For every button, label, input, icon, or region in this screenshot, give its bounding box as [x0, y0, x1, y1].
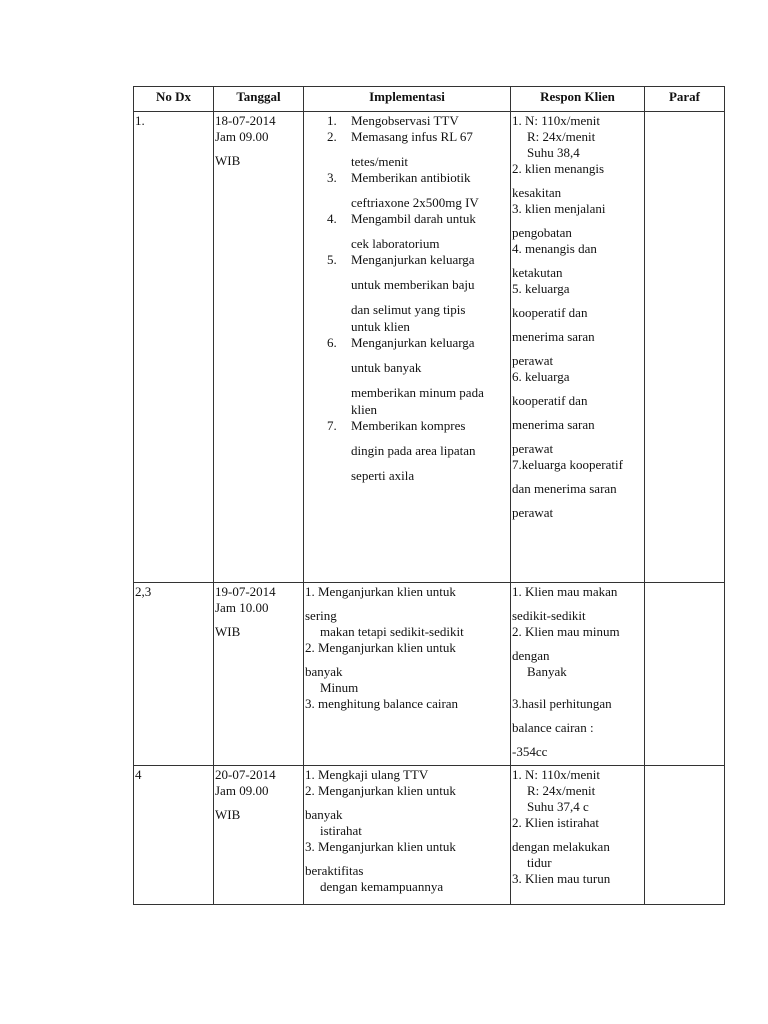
list-text: memberikan minum pada: [351, 385, 484, 400]
cell-respon-klien: [511, 112, 645, 583]
implementation-text: banyak: [305, 807, 343, 822]
implementation-text: 2. Menganjurkan klien untuk: [305, 640, 456, 655]
table-row: [134, 112, 725, 583]
cell-tanggal: [214, 583, 304, 766]
timezone-value: WIB: [215, 624, 241, 639]
response-text: 2. Klien istirahat: [512, 815, 600, 830]
implementation-text: 3. menghitung balance cairan: [305, 696, 459, 711]
cell-paraf: [645, 766, 725, 905]
response-text: balance cairan :: [512, 720, 594, 735]
response-text: 4. menangis dan: [512, 241, 597, 256]
response-text: perawat: [512, 505, 554, 520]
list-text: tetes/menit: [351, 154, 409, 169]
date-value: 18-07-2014: [215, 113, 276, 128]
response-text: 1. N: 110x/menit: [512, 767, 600, 782]
timezone-value: WIB: [215, 807, 241, 822]
cell-respon-klien: [511, 766, 645, 905]
response-text: menerima saran: [512, 417, 595, 432]
no-dx-value: 4: [135, 767, 142, 782]
list-text: klien: [351, 402, 377, 417]
response-text: 3. Klien mau turun: [512, 871, 611, 886]
response-text: R: 24x/menit: [527, 783, 596, 798]
implementation-text: sering: [305, 608, 337, 623]
list-number: 5.: [327, 252, 337, 267]
timezone-value: WIB: [215, 153, 241, 168]
response-text: -354cc: [512, 744, 548, 759]
list-number: 6.: [327, 335, 337, 350]
list-text: dan selimut yang tipis: [351, 302, 466, 317]
list-number: 1.: [327, 113, 337, 128]
cell-tanggal: [214, 766, 304, 905]
header-implementasi: Implementasi: [304, 87, 511, 112]
list-item: [305, 211, 509, 252]
cell-respon-klien: [511, 583, 645, 766]
list-number: 7.: [327, 418, 337, 433]
response-text: Suhu 38,4: [527, 145, 580, 160]
response-text: 3.hasil perhitungan: [512, 696, 612, 711]
table-row: [134, 766, 725, 905]
cell-tanggal: [214, 112, 304, 583]
response-text: kooperatif dan: [512, 393, 588, 408]
cell-paraf: [645, 583, 725, 766]
response-text: 7.keluarga kooperatif: [512, 457, 623, 472]
list-number: 3.: [327, 170, 337, 185]
implementation-text: beraktifitas: [305, 863, 364, 878]
list-text: ceftriaxone 2x500mg IV: [351, 195, 479, 210]
response-text: ketakutan: [512, 265, 563, 280]
list-number: 2.: [327, 129, 337, 144]
cell-no-dx: [134, 583, 214, 766]
response-text: 1. N: 110x/menit: [512, 113, 600, 128]
date-value: 19-07-2014: [215, 584, 276, 599]
cell-no-dx: [134, 112, 214, 583]
header-tanggal: Tanggal: [214, 87, 304, 112]
response-text: sedikit-sedikit: [512, 608, 586, 623]
implementation-text: banyak: [305, 664, 343, 679]
list-number: 4.: [327, 211, 337, 226]
list-text: Mengobservasi TTV: [351, 113, 459, 128]
response-text: kooperatif dan: [512, 305, 588, 320]
no-dx-value: 2,3: [135, 584, 152, 599]
list-text: Mengambil darah untuk: [351, 211, 476, 226]
header-respon-klien: Respon Klien: [511, 87, 645, 112]
implementation-text: istirahat: [320, 823, 362, 838]
list-text: Menganjurkan keluarga: [351, 335, 475, 350]
response-text: 2. klien menangis: [512, 161, 605, 176]
response-text: dan menerima saran: [512, 481, 617, 496]
list-item: [305, 335, 509, 418]
response-text: 2. Klien mau minum: [512, 624, 620, 639]
list-text: untuk memberikan baju: [351, 277, 475, 292]
implementation-text: 3. Menganjurkan klien untuk: [305, 839, 456, 854]
list-item: [305, 252, 509, 335]
response-text: dengan: [512, 648, 550, 663]
list-text: Menganjurkan keluarga: [351, 252, 475, 267]
cell-implementasi: [304, 766, 511, 905]
cell-no-dx: [134, 766, 214, 905]
implementation-text: 1. Mengkaji ulang TTV: [305, 767, 429, 782]
table-header-row: [134, 87, 725, 112]
implementation-table: [133, 86, 725, 905]
response-text: perawat: [512, 441, 554, 456]
implementation-list: [305, 113, 509, 484]
response-text: menerima saran: [512, 329, 595, 344]
list-text: dingin pada area lipatan: [351, 443, 476, 458]
list-item: [305, 170, 509, 211]
cell-implementasi: [304, 112, 511, 583]
no-dx-value: 1.: [135, 113, 145, 128]
list-text: Memberikan antibiotik: [351, 170, 471, 185]
response-text: Banyak: [527, 664, 567, 679]
time-value: Jam 10.00: [215, 600, 269, 615]
date-value: 20-07-2014: [215, 767, 276, 782]
cell-paraf: [645, 112, 725, 583]
response-text: 6. keluarga: [512, 369, 570, 384]
response-text: perawat: [512, 353, 554, 368]
list-item: [305, 129, 509, 170]
response-text: 5. keluarga: [512, 281, 570, 296]
list-text: Memberikan kompres: [351, 418, 466, 433]
list-text: cek laboratorium: [351, 236, 440, 251]
list-item: [305, 418, 509, 484]
implementation-text: 2. Menganjurkan klien untuk: [305, 783, 456, 798]
response-text: kesakitan: [512, 185, 562, 200]
cell-implementasi: [304, 583, 511, 766]
list-text: Memasang infus RL 67: [351, 129, 473, 144]
table-row: [134, 583, 725, 766]
time-value: Jam 09.00: [215, 129, 269, 144]
response-text: dengan melakukan: [512, 839, 610, 854]
response-text: Suhu 37,4 c: [527, 799, 589, 814]
implementation-text: dengan kemampuannya: [320, 879, 444, 894]
response-text: R: 24x/menit: [527, 129, 596, 144]
list-text: seperti axila: [351, 468, 415, 483]
implementation-text: Minum: [320, 680, 359, 695]
header-no-dx: No Dx: [134, 87, 214, 112]
response-text: tidur: [527, 855, 552, 870]
response-text: 1. Klien mau makan: [512, 584, 618, 599]
response-text: pengobatan: [512, 225, 572, 240]
list-text: untuk banyak: [351, 360, 422, 375]
implementation-text: makan tetapi sedikit-sedikit: [320, 624, 464, 639]
response-text: 3. klien menjalani: [512, 201, 606, 216]
list-item: [305, 113, 509, 129]
implementation-text: 1. Menganjurkan klien untuk: [305, 584, 456, 599]
time-value: Jam 09.00: [215, 783, 269, 798]
list-text: untuk klien: [351, 319, 410, 334]
header-paraf: Paraf: [645, 87, 725, 112]
